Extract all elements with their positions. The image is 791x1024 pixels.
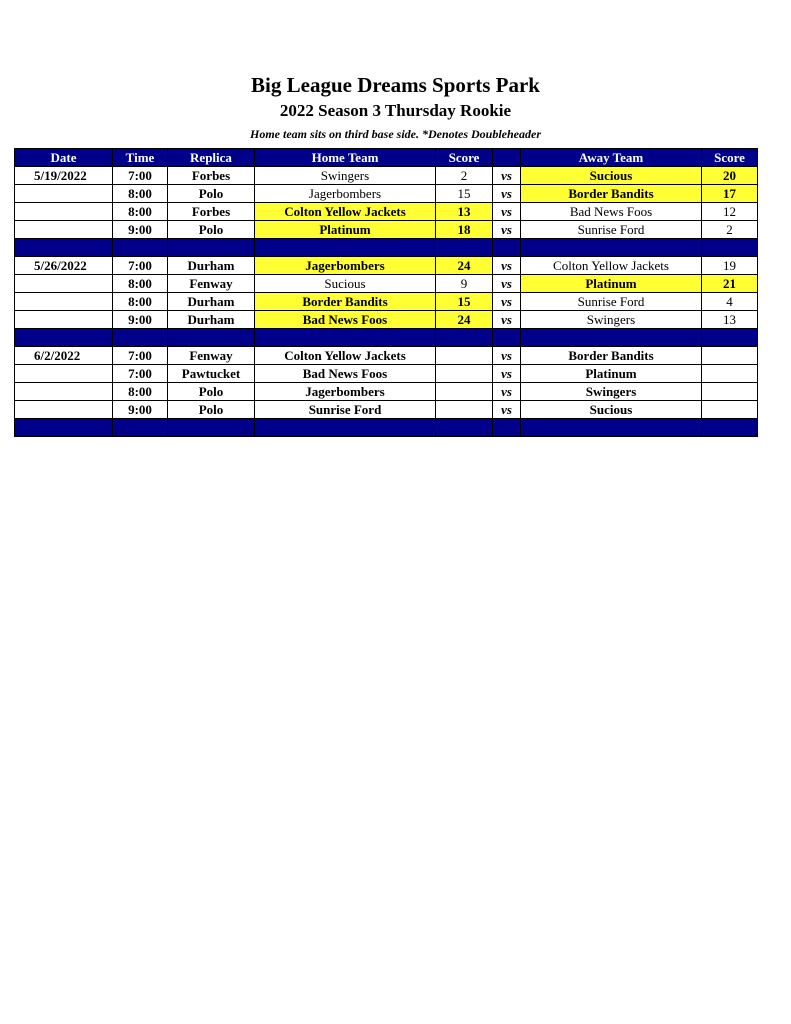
season-subtitle: 2022 Season 3 Thursday Rookie [279, 101, 512, 120]
separator-cell [168, 239, 255, 257]
column-header-away-score: Score [702, 149, 758, 167]
game-row [15, 401, 758, 419]
time-cell: 8:00 [113, 185, 168, 203]
home-score-cell [436, 365, 493, 383]
home-team-cell: Bad News Foos [255, 365, 436, 383]
date-cell [15, 221, 113, 239]
time-cell: 8:00 [113, 203, 168, 221]
separator-cell [493, 419, 521, 437]
date-cell: 5/26/2022 [15, 257, 113, 275]
date-cell [15, 275, 113, 293]
home-score-cell [436, 347, 493, 365]
game-row [15, 365, 758, 383]
date-cell [15, 311, 113, 329]
schedule-body [15, 167, 758, 437]
vs-cell: vs [493, 185, 521, 203]
away-team-cell: Border Bandits [521, 185, 702, 203]
column-header-home-team: Home Team [255, 149, 436, 167]
separator-cell [521, 329, 702, 347]
game-row [15, 347, 758, 365]
away-team-cell: Colton Yellow Jackets [521, 257, 702, 275]
separator-cell [113, 419, 168, 437]
time-cell: 9:00 [113, 401, 168, 419]
separator-cell [702, 419, 758, 437]
separator-cell [168, 419, 255, 437]
separator-cell [168, 329, 255, 347]
separator-cell [493, 239, 521, 257]
away-team-cell: Swingers [521, 383, 702, 401]
date-cell [15, 203, 113, 221]
vs-cell: vs [493, 275, 521, 293]
separator-cell [113, 239, 168, 257]
date-cell [15, 383, 113, 401]
home-team-cell: Colton Yellow Jackets [255, 347, 436, 365]
vs-cell: vs [493, 401, 521, 419]
away-score-cell [702, 401, 758, 419]
date-cell: 5/19/2022 [15, 167, 113, 185]
column-header-time: Time [113, 149, 168, 167]
replica-cell: Polo [168, 221, 255, 239]
away-score-cell: 21 [702, 275, 758, 293]
away-score-cell [702, 347, 758, 365]
replica-cell: Pawtucket [168, 365, 255, 383]
vs-cell: vs [493, 311, 521, 329]
replica-cell: Fenway [168, 275, 255, 293]
away-score-cell [702, 365, 758, 383]
week-separator-row [15, 329, 758, 347]
separator-cell [15, 239, 113, 257]
game-row [15, 275, 758, 293]
away-team-cell: Border Bandits [521, 347, 702, 365]
time-cell: 9:00 [113, 311, 168, 329]
vs-cell: vs [493, 365, 521, 383]
vs-cell: vs [493, 167, 521, 185]
home-score-cell: 24 [436, 257, 493, 275]
home-score-cell: 9 [436, 275, 493, 293]
away-score-cell: 2 [702, 221, 758, 239]
game-row [15, 383, 758, 401]
away-team-cell: Sucious [521, 401, 702, 419]
date-cell: 6/2/2022 [15, 347, 113, 365]
away-team-cell: Swingers [521, 311, 702, 329]
column-header-replica: Replica [168, 149, 255, 167]
time-cell: 8:00 [113, 293, 168, 311]
home-team-cell: Bad News Foos [255, 311, 436, 329]
away-team-cell: Sunrise Ford [521, 293, 702, 311]
page-title: Big League Dreams Sports Park [251, 73, 540, 97]
schedule-note: Home team sits on third base side. *Denotes Doubleheader [250, 127, 541, 141]
game-row [15, 185, 758, 203]
home-score-cell: 13 [436, 203, 493, 221]
game-row [15, 311, 758, 329]
away-score-cell: 4 [702, 293, 758, 311]
replica-cell: Polo [168, 383, 255, 401]
home-team-cell: Jagerbombers [255, 185, 436, 203]
separator-cell [255, 239, 436, 257]
separator-cell [255, 329, 436, 347]
home-score-cell: 2 [436, 167, 493, 185]
away-score-cell [702, 383, 758, 401]
vs-cell: vs [493, 293, 521, 311]
away-score-cell: 17 [702, 185, 758, 203]
separator-cell [255, 419, 436, 437]
home-score-cell: 18 [436, 221, 493, 239]
time-cell: 7:00 [113, 347, 168, 365]
game-row [15, 221, 758, 239]
away-team-cell: Bad News Foos [521, 203, 702, 221]
home-team-cell: Platinum [255, 221, 436, 239]
home-team-cell: Colton Yellow Jackets [255, 203, 436, 221]
home-team-cell: Jagerbombers [255, 257, 436, 275]
home-score-cell: 15 [436, 185, 493, 203]
vs-cell: vs [493, 221, 521, 239]
home-team-cell: Swingers [255, 167, 436, 185]
week-separator-row [15, 419, 758, 437]
separator-cell [436, 419, 493, 437]
time-cell: 8:00 [113, 275, 168, 293]
home-score-cell [436, 401, 493, 419]
time-cell: 7:00 [113, 365, 168, 383]
separator-cell [521, 419, 702, 437]
home-team-cell: Jagerbombers [255, 383, 436, 401]
replica-cell: Durham [168, 257, 255, 275]
away-score-cell: 12 [702, 203, 758, 221]
home-team-cell: Sunrise Ford [255, 401, 436, 419]
replica-cell: Durham [168, 311, 255, 329]
date-cell [15, 365, 113, 383]
away-score-cell: 20 [702, 167, 758, 185]
home-team-cell: Sucious [255, 275, 436, 293]
home-score-cell: 15 [436, 293, 493, 311]
separator-cell [702, 239, 758, 257]
date-cell [15, 401, 113, 419]
separator-cell [15, 419, 113, 437]
vs-cell: vs [493, 347, 521, 365]
home-team-cell: Border Bandits [255, 293, 436, 311]
separator-cell [521, 239, 702, 257]
away-team-cell: Platinum [521, 365, 702, 383]
separator-cell [436, 329, 493, 347]
separator-cell [702, 329, 758, 347]
separator-cell [493, 329, 521, 347]
separator-cell [15, 329, 113, 347]
vs-cell: vs [493, 203, 521, 221]
away-score-cell: 19 [702, 257, 758, 275]
week-separator-row [15, 239, 758, 257]
table-header-row [15, 149, 758, 167]
replica-cell: Forbes [168, 203, 255, 221]
time-cell: 7:00 [113, 167, 168, 185]
game-row [15, 203, 758, 221]
column-header-date: Date [15, 149, 113, 167]
home-score-cell: 24 [436, 311, 493, 329]
replica-cell: Durham [168, 293, 255, 311]
replica-cell: Polo [168, 401, 255, 419]
vs-cell: vs [493, 383, 521, 401]
away-team-cell: Sunrise Ford [521, 221, 702, 239]
vs-cell: vs [493, 257, 521, 275]
away-team-cell: Platinum [521, 275, 702, 293]
away-score-cell: 13 [702, 311, 758, 329]
column-header-away-team: Away Team [521, 149, 702, 167]
date-cell [15, 293, 113, 311]
replica-cell: Fenway [168, 347, 255, 365]
date-cell [15, 185, 113, 203]
home-score-cell [436, 383, 493, 401]
separator-cell [113, 329, 168, 347]
replica-cell: Polo [168, 185, 255, 203]
time-cell: 9:00 [113, 221, 168, 239]
time-cell: 7:00 [113, 257, 168, 275]
column-header-home-score: Score [436, 149, 493, 167]
schedule-table [14, 148, 758, 437]
game-row [15, 257, 758, 275]
away-team-cell: Sucious [521, 167, 702, 185]
game-row [15, 167, 758, 185]
time-cell: 8:00 [113, 383, 168, 401]
replica-cell: Forbes [168, 167, 255, 185]
game-row [15, 293, 758, 311]
separator-cell [436, 239, 493, 257]
column-header-vs [493, 149, 521, 167]
